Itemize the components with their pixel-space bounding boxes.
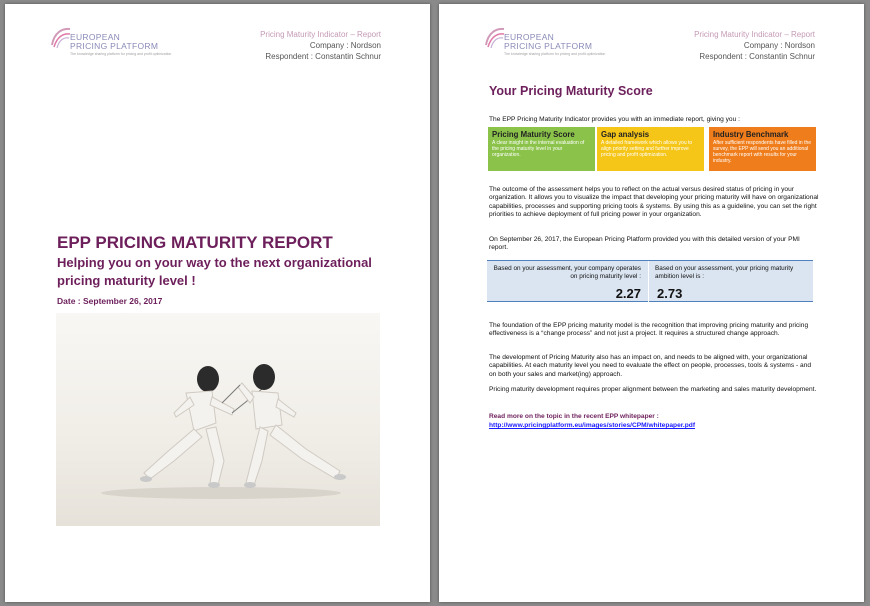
fencers-photo (56, 313, 380, 526)
report-subtitle: Helping you on your way to the next organizational pricing maturity level ! (57, 255, 372, 288)
current-level-value: 2.27 (615, 286, 641, 301)
outcome-paragraph: The outcome of the assessment helps you to reflect on the actual versus desired status of pricing in your organization. It allows you to visualize the impact that developing your pricing maturity will have on organizational capabilities, processes and supporting pricing tools & systems. By using this as a guideline, you can set the right priorities to achieve deployment of full pricing power in your organization. (489, 186, 819, 219)
foundation-paragraph: The foundation of the EPP pricing maturity model is the recognition that improving pricing maturity and pricing effectiveness is a “change process” and not just a project. It requires a structured change approach. (489, 322, 809, 338)
respondent-line: Respondent : Constantin Schnur (265, 52, 381, 61)
page-header (694, 29, 815, 62)
score-table (487, 260, 813, 302)
intro-text: The EPP Pricing Maturity Indicator provides you with an immediate report, giving you : (489, 116, 740, 123)
current-level-label: Based on your assessment, your company operates on pricing maturity level : (493, 265, 641, 280)
box-text: After sufficient respondents have filled in the survey, the EPP will send you an additional benchmark report with results for your industry. (713, 140, 812, 164)
logo-text-line1: EUROPEAN (504, 32, 555, 42)
box-title: Gap analysis (601, 130, 650, 139)
company-line: Company : Nordson (743, 41, 815, 50)
report-label: Pricing Maturity Indicator – Report (260, 30, 381, 39)
logo-tagline: The knowledge sharing platform for pricing and profit optimization (70, 52, 172, 56)
page-header (260, 29, 381, 62)
pricing-maturity-score-box (488, 127, 595, 171)
whitepaper-heading: Read more on the topic in the recent EPP whitepaper : (489, 413, 659, 420)
box-text: A clear insight in the internal evaluation of the pricing maturity level in your organization. (492, 140, 585, 158)
industry-benchmark-box (709, 127, 816, 171)
gap-analysis-box (597, 127, 704, 171)
logo-text-line1: EUROPEAN (70, 32, 121, 42)
report-date: Date : September 26, 2017 (57, 296, 163, 306)
report-label: Pricing Maturity Indicator – Report (694, 30, 815, 39)
whitepaper-link[interactable]: http://www.pricingplatform.eu/images/stories/CPM/whitepaper.pdf (489, 422, 696, 429)
ambition-level-value: 2.73 (657, 286, 683, 301)
company-line: Company : Nordson (309, 41, 381, 50)
score-title: Your Pricing Maturity Score (489, 84, 653, 98)
ambition-level-label: Based on your assessment, your pricing maturity ambition level is : (655, 265, 794, 280)
box-text: A detailed framework which allows you to align priority setting and further improve pricing and profit optimization. (601, 140, 693, 158)
table-divider (648, 261, 649, 303)
alignment-paragraph: Pricing maturity development requires proper alignment between the marketing and sales maturity development. (489, 386, 817, 393)
logo-text-line2: PRICING PLATFORM (70, 41, 159, 51)
right-fencer (222, 364, 346, 488)
score-page (439, 4, 864, 602)
provided-paragraph: On September 26, 2017, the European Pricing Platform provided you with this detailed version of your PMI report. (489, 236, 800, 252)
report-title: EPP PRICING MATURITY REPORT (57, 233, 333, 252)
box-title: Industry Benchmark (713, 130, 789, 139)
fencers-illustration (56, 313, 380, 526)
epp-logo (48, 25, 188, 65)
box-title: Pricing Maturity Score (492, 130, 575, 139)
cover-page (5, 4, 430, 602)
logo-text-line2: PRICING PLATFORM (504, 41, 593, 51)
logo-tagline: The knowledge sharing platform for pricing and profit optimization (504, 52, 606, 56)
development-paragraph: The development of Pricing Maturity also has an impact on, and needs to be aligned with, your organizational capabilities. At each maturity level you need to evaluate the effect on people, processes, tools & systems - and on both your sales and market(ing) approach. (489, 354, 812, 378)
epp-logo (482, 25, 622, 65)
respondent-line: Respondent : Constantin Schnur (699, 52, 815, 61)
